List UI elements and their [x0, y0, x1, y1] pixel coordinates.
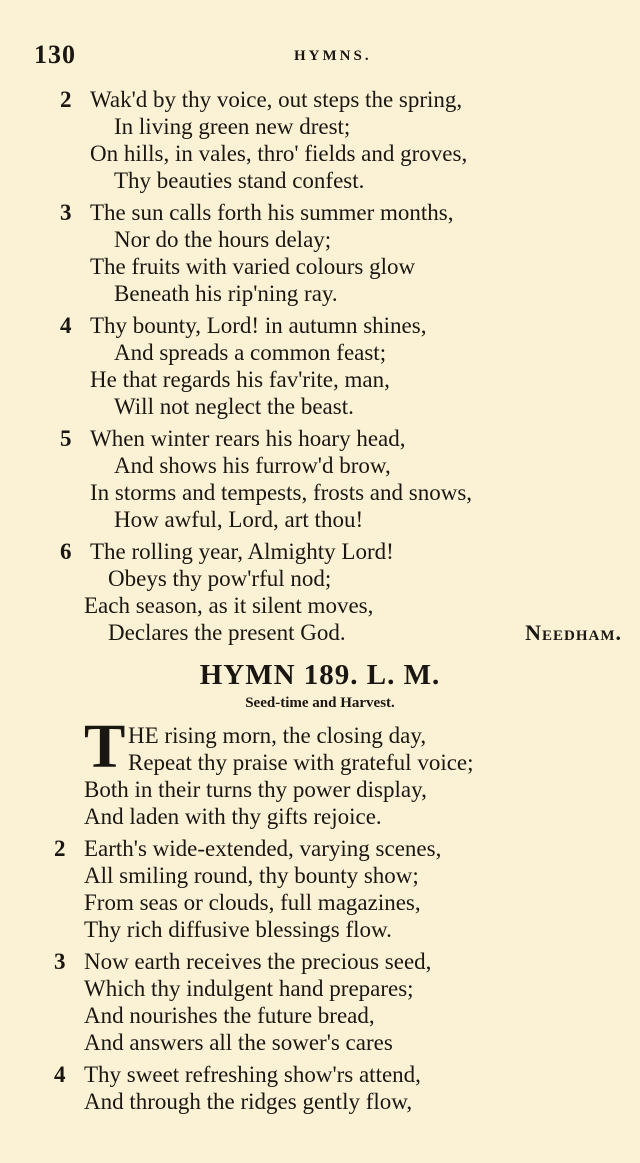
hymn-line: Nor do the hours delay;	[114, 227, 332, 252]
hymn-line: From seas or clouds, full magazines,	[84, 890, 421, 915]
hymn-line: Now earth receives the precious seed,	[84, 949, 432, 974]
stanza-number: 4	[54, 1062, 66, 1087]
hymn-line: And spreads a common feast;	[114, 340, 387, 365]
hymn-line: And through the ridges gently flow,	[84, 1089, 413, 1114]
hymn-line: Beneath his rip'ning ray.	[114, 281, 338, 306]
stanza-number: 2	[54, 836, 66, 861]
hymn-line: When winter rears his hoary head,	[90, 426, 406, 451]
hymn-line: HE rising morn, the closing day,	[128, 723, 427, 748]
page-number: 130	[34, 40, 76, 69]
hymn-line: The rolling year, Almighty Lord!	[90, 539, 394, 564]
hymn-line: Thy sweet refreshing show'rs attend,	[84, 1062, 421, 1087]
page-header	[34, 40, 600, 80]
stanza-number: 4	[60, 313, 72, 338]
hymn-line: How awful, Lord, art thou!	[114, 507, 364, 532]
running-head: HYMNS.	[294, 48, 372, 64]
hymn-line: Each season, as it silent moves,	[84, 593, 374, 618]
hymn-line: Declares the present God.	[108, 620, 346, 645]
hymn-line: In storms and tempests, frosts and snows,	[90, 480, 473, 505]
hymn-line: And laden with thy gifts rejoice.	[84, 804, 382, 829]
hymn-line: And answers all the sower's cares	[84, 1030, 393, 1055]
hymn-line: Repeat thy praise with grateful voice;	[128, 750, 474, 775]
stanza-number: 3	[54, 949, 66, 974]
drop-cap: T	[84, 713, 126, 781]
hymn-line: And nourishes the future bread,	[84, 1003, 375, 1028]
hymn-line: All smiling round, thy bounty show;	[84, 863, 419, 888]
stanza-number: 2	[60, 87, 72, 112]
hymn-line: Both in their turns thy power display,	[84, 777, 427, 802]
hymn-line: The fruits with varied colours glow	[90, 254, 416, 279]
hymn-line: Obeys thy pow'rful nod;	[108, 566, 332, 591]
hymn-line: In living green new drest;	[114, 114, 351, 139]
hymn-line: Thy beauties stand confest.	[114, 168, 365, 193]
hymn-line: He that regards his fav'rite, man,	[90, 367, 390, 392]
stanza-number: 5	[60, 426, 72, 451]
hymn-line: Will not neglect the beast.	[114, 394, 354, 419]
hymn-line: Thy bounty, Lord! in autumn shines,	[90, 313, 427, 338]
hymn-line: The sun calls forth his summer months,	[90, 200, 454, 225]
hymn-line: Wak'd by thy voice, out steps the spring,	[90, 87, 463, 112]
hymn-line: Which thy indulgent hand prepares;	[84, 976, 414, 1001]
stanza-number: 6	[60, 539, 72, 564]
hymn-line: On hills, in vales, thro' fields and groves,	[90, 141, 468, 166]
hymn-subtitle: Seed-time and Harvest.	[245, 695, 395, 711]
hymn-line: Thy rich diffusive blessings flow.	[84, 917, 392, 942]
hymn-line: And shows his furrow'd brow,	[114, 453, 391, 478]
hymn-title: HYMN 189. L. M.	[199, 659, 441, 691]
stanza-number: 3	[60, 200, 72, 225]
hymn-author: Needham.	[525, 620, 622, 645]
hymn-line: Earth's wide-extended, varying scenes,	[84, 836, 442, 861]
